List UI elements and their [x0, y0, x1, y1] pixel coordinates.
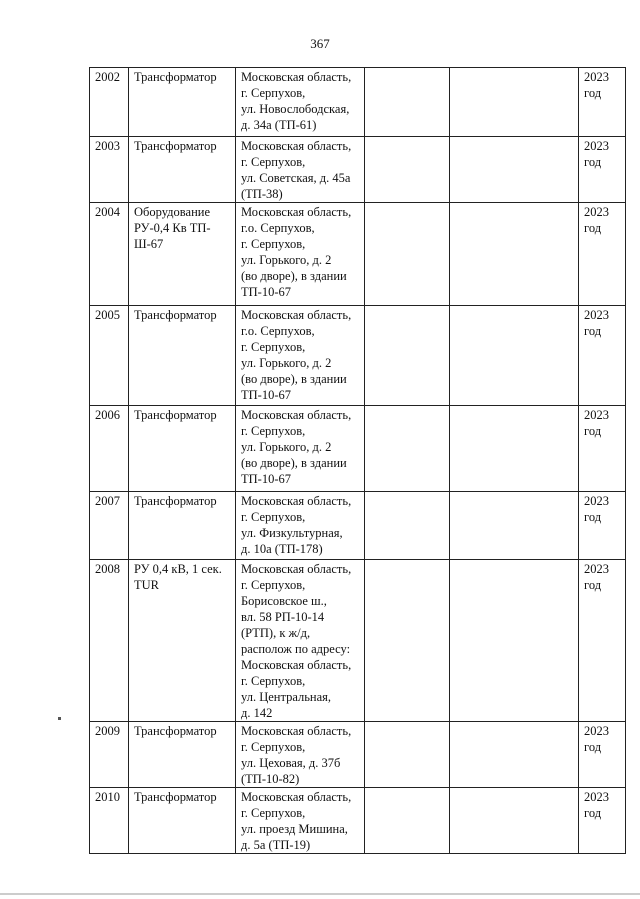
- table-row: [90, 492, 626, 560]
- scan-bottom-edge: [0, 893, 640, 895]
- address-line: г. Серпухов,: [241, 674, 306, 688]
- cell-empty: [450, 306, 579, 406]
- row-number: 2010: [95, 790, 120, 804]
- year-line: 2023: [584, 790, 609, 804]
- object-name-line: Трансформатор: [134, 790, 217, 804]
- cell-empty: [365, 68, 450, 137]
- cell-name: [129, 137, 236, 203]
- registry-table-body: [90, 68, 626, 854]
- cell-empty: [365, 137, 450, 203]
- cell-empty: [365, 788, 450, 854]
- year-line: 2023: [584, 205, 609, 219]
- address-line: д. 10а (ТП-178): [241, 542, 323, 556]
- row-number: 2008: [95, 562, 120, 576]
- address-line: (ТП-10-82): [241, 772, 300, 786]
- year-line: год: [584, 324, 602, 338]
- address-line: (во дворе), в здании: [241, 456, 347, 470]
- cell-address: [236, 137, 365, 203]
- cell-address: [236, 722, 365, 788]
- cell-empty: [365, 722, 450, 788]
- year-line: 2023: [584, 562, 609, 576]
- address-line: г. Серпухов,: [241, 237, 306, 251]
- cell-empty: [450, 788, 579, 854]
- table-row: [90, 68, 626, 137]
- address-line: г. Серпухов,: [241, 155, 306, 169]
- cell-number: [90, 722, 129, 788]
- cell-name: [129, 722, 236, 788]
- cell-year: [579, 137, 626, 203]
- address-line: г.о. Серпухов,: [241, 324, 315, 338]
- row-number: 2006: [95, 408, 120, 422]
- address-line: д. 34а (ТП-61): [241, 118, 317, 132]
- cell-number: [90, 203, 129, 306]
- cell-empty: [450, 560, 579, 722]
- cell-address: [236, 492, 365, 560]
- address-line: ул. Цеховая, д. 37б: [241, 756, 341, 770]
- table-row: [90, 560, 626, 722]
- cell-name: [129, 306, 236, 406]
- object-name-line: Оборудование: [134, 205, 211, 219]
- cell-empty: [365, 406, 450, 492]
- cell-number: [90, 788, 129, 854]
- address-line: ул. Физкультурная,: [241, 526, 343, 540]
- year-line: 2023: [584, 408, 609, 422]
- cell-number: [90, 492, 129, 560]
- cell-year: [579, 560, 626, 722]
- address-line: ул. Горького, д. 2: [241, 356, 332, 370]
- cell-empty: [450, 203, 579, 306]
- object-name-line: РУ-0,4 Кв ТП-: [134, 221, 211, 235]
- address-line: д. 142: [241, 706, 273, 720]
- cell-year: [579, 306, 626, 406]
- year-line: год: [584, 740, 602, 754]
- row-number: 2003: [95, 139, 120, 153]
- cell-name: [129, 492, 236, 560]
- cell-year: [579, 788, 626, 854]
- cell-empty: [450, 137, 579, 203]
- address-line: г. Серпухов,: [241, 86, 306, 100]
- row-number: 2004: [95, 205, 120, 219]
- address-line: ул. Советская, д. 45а: [241, 171, 351, 185]
- address-line: Борисовское ш.,: [241, 594, 327, 608]
- table-row: [90, 788, 626, 854]
- year-line: год: [584, 221, 602, 235]
- address-line: г. Серпухов,: [241, 424, 306, 438]
- address-line: ул. проезд Мишина,: [241, 822, 348, 836]
- address-line: Московская область,: [241, 658, 352, 672]
- cell-year: [579, 492, 626, 560]
- address-line: г.о. Серпухов,: [241, 221, 315, 235]
- table-row: [90, 722, 626, 788]
- year-line: 2023: [584, 494, 609, 508]
- address-line: ТП-10-67: [241, 472, 291, 486]
- cell-name: [129, 560, 236, 722]
- address-line: Московская область,: [241, 139, 352, 153]
- cell-empty: [365, 492, 450, 560]
- year-line: год: [584, 578, 602, 592]
- cell-empty: [450, 68, 579, 137]
- address-line: Московская область,: [241, 494, 352, 508]
- address-line: г. Серпухов,: [241, 740, 306, 754]
- year-line: год: [584, 155, 602, 169]
- cell-address: [236, 306, 365, 406]
- object-name-line: Трансформатор: [134, 139, 217, 153]
- table-row: [90, 306, 626, 406]
- object-name-line: TUR: [134, 578, 159, 592]
- address-line: (ТП-38): [241, 187, 283, 201]
- address-line: Московская область,: [241, 408, 352, 422]
- cell-year: [579, 68, 626, 137]
- row-number: 2009: [95, 724, 120, 738]
- address-line: (РТП), к ж/д,: [241, 626, 311, 640]
- table-row: [90, 203, 626, 306]
- cell-empty: [450, 406, 579, 492]
- object-name-line: Трансформатор: [134, 408, 217, 422]
- page-number: 367: [310, 36, 330, 51]
- address-line: ул. Горького, д. 2: [241, 253, 332, 267]
- cell-empty: [365, 560, 450, 722]
- row-number: 2005: [95, 308, 120, 322]
- address-line: г. Серпухов,: [241, 806, 306, 820]
- cell-number: [90, 560, 129, 722]
- year-line: год: [584, 806, 602, 820]
- cell-address: [236, 406, 365, 492]
- address-line: г. Серпухов,: [241, 510, 306, 524]
- year-line: 2023: [584, 139, 609, 153]
- address-line: ТП-10-67: [241, 388, 291, 402]
- cell-number: [90, 68, 129, 137]
- address-line: д. 5а (ТП-19): [241, 838, 311, 852]
- cell-empty: [365, 203, 450, 306]
- table-row: [90, 137, 626, 203]
- address-line: ул. Новослободская,: [241, 102, 350, 116]
- cell-name: [129, 406, 236, 492]
- table-row: [90, 406, 626, 492]
- year-line: 2023: [584, 70, 609, 84]
- object-name-line: Трансформатор: [134, 70, 217, 84]
- address-line: ул. Центральная,: [241, 690, 332, 704]
- address-line: Московская область,: [241, 790, 352, 804]
- address-line: (во дворе), в здании: [241, 372, 347, 386]
- address-line: Московская область,: [241, 562, 352, 576]
- cell-empty: [450, 492, 579, 560]
- object-name-line: Ш-67: [134, 237, 164, 251]
- cell-number: [90, 137, 129, 203]
- cell-year: [579, 722, 626, 788]
- cell-name: [129, 203, 236, 306]
- cell-name: [129, 788, 236, 854]
- cell-name: [129, 68, 236, 137]
- address-line: Московская область,: [241, 724, 352, 738]
- year-line: год: [584, 86, 602, 100]
- margin-mark: [58, 717, 61, 720]
- address-line: ТП-10-67: [241, 285, 291, 299]
- address-line: (во дворе), в здании: [241, 269, 347, 283]
- object-name-line: Трансформатор: [134, 724, 217, 738]
- address-line: вл. 58 РП-10-14: [241, 610, 325, 624]
- cell-address: [236, 788, 365, 854]
- registry-table: [89, 67, 626, 854]
- cell-address: [236, 560, 365, 722]
- cell-year: [579, 203, 626, 306]
- cell-empty: [450, 722, 579, 788]
- object-name-line: Трансформатор: [134, 308, 217, 322]
- year-line: 2023: [584, 308, 609, 322]
- cell-year: [579, 406, 626, 492]
- year-line: год: [584, 424, 602, 438]
- address-line: Московская область,: [241, 308, 352, 322]
- year-line: год: [584, 510, 602, 524]
- object-name-line: Трансформатор: [134, 494, 217, 508]
- cell-address: [236, 203, 365, 306]
- year-line: 2023: [584, 724, 609, 738]
- address-line: ул. Горького, д. 2: [241, 440, 332, 454]
- object-name-line: РУ 0,4 кВ, 1 сек.: [134, 562, 222, 576]
- cell-number: [90, 306, 129, 406]
- address-line: Московская область,: [241, 205, 352, 219]
- cell-empty: [365, 306, 450, 406]
- address-line: г. Серпухов,: [241, 578, 306, 592]
- row-number: 2007: [95, 494, 120, 508]
- cell-number: [90, 406, 129, 492]
- address-line: Московская область,: [241, 70, 352, 84]
- cell-address: [236, 68, 365, 137]
- address-line: г. Серпухов,: [241, 340, 306, 354]
- address-line: располож по адресу:: [241, 642, 351, 656]
- row-number: 2002: [95, 70, 120, 84]
